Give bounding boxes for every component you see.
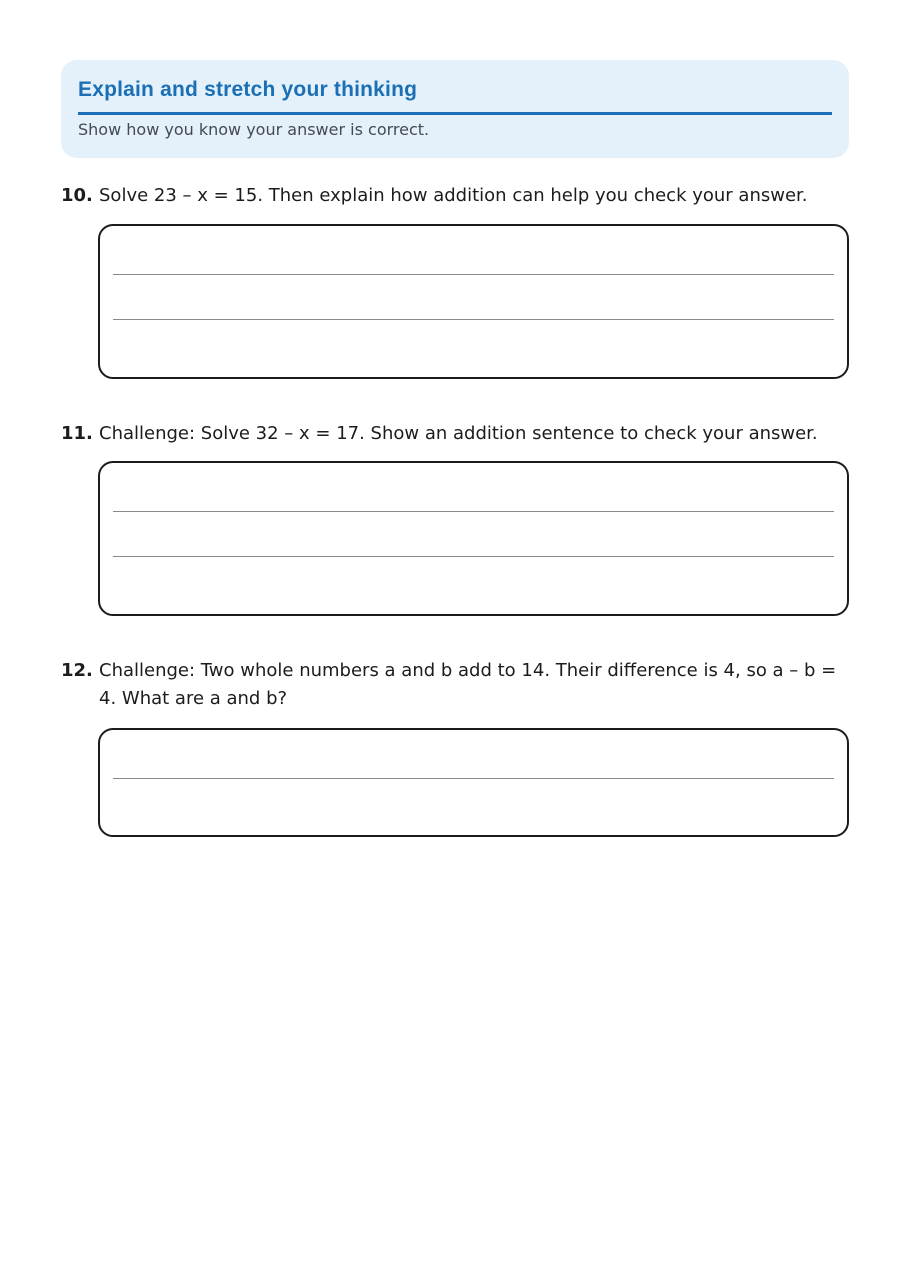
section-subtitle: Show how you know your answer is correct. [78, 120, 430, 139]
answer-line [113, 319, 834, 320]
section-title: Explain and stretch your thinking [78, 78, 418, 101]
question-10 [61, 182, 851, 210]
question-number: 10. [61, 185, 93, 206]
answer-line [113, 556, 834, 557]
question-number: 11. [61, 423, 93, 444]
question-text: Challenge: Two whole numbers a and b add to 14. Their difference is 4, so a – b = 4. What are a and b? [99, 660, 837, 709]
answer-box-11[interactable] [98, 461, 849, 616]
question-text: Challenge: Solve 32 – x = 17. Show an addition sentence to check your answer. [99, 423, 818, 444]
question-12 [61, 657, 851, 713]
answer-line [113, 274, 834, 275]
question-11 [61, 420, 851, 448]
question-number: 12. [61, 660, 93, 681]
title-underline [78, 112, 832, 115]
section-banner [61, 60, 849, 158]
answer-box-12[interactable] [98, 728, 849, 837]
answer-line [113, 511, 834, 512]
answer-box-10[interactable] [98, 224, 849, 379]
question-text: Solve 23 – x = 15. Then explain how addition can help you check your answer. [99, 185, 808, 206]
answer-line [113, 778, 834, 779]
